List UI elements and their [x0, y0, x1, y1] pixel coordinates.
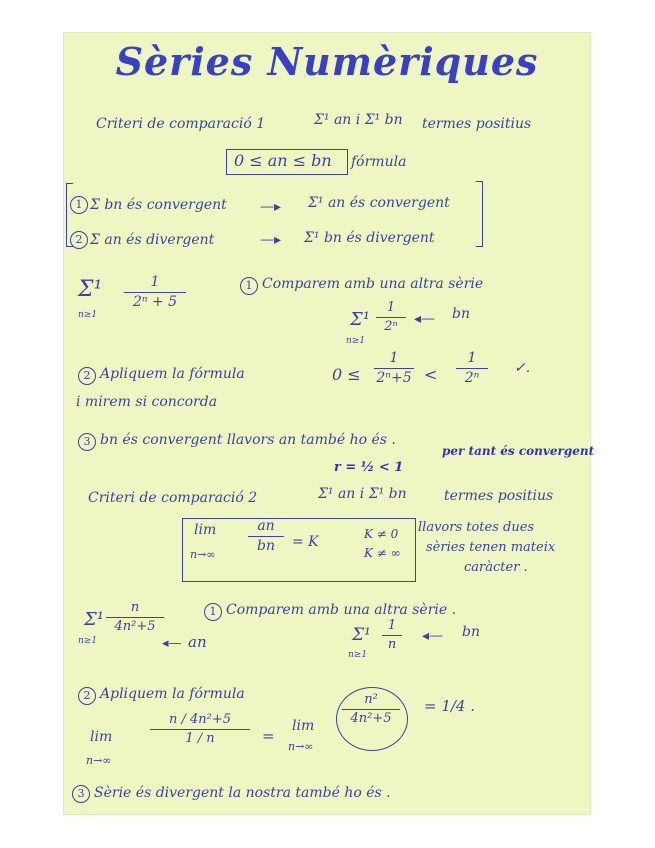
- arrow-icon: —▸: [260, 232, 282, 248]
- example-1-step-1-text: Comparem amb una altra sèrie: [262, 276, 484, 292]
- note-line-1: llavors totes dues: [418, 520, 535, 535]
- condition-k-not-infinity: K ≠ ∞: [364, 546, 401, 560]
- inequality-denominator-2: 2ⁿ: [464, 370, 480, 387]
- arrow-left-icon: ◂—: [162, 636, 182, 651]
- fraction-bar: [342, 709, 400, 710]
- example-1-fraction: [124, 275, 186, 311]
- formula-text: 0 ≤ an ≤ bn: [234, 151, 332, 170]
- ratio-line: r = ½ < 1: [334, 460, 404, 475]
- arrow-left-icon: ◂—: [422, 628, 444, 644]
- example-2-lim-subscript: n→∞: [86, 754, 112, 767]
- inequality-numerator-2: 1: [467, 350, 477, 366]
- example-2-step-3-number: 3: [72, 785, 90, 803]
- criterion-1-sums: Σ¹ an i Σ¹ bn: [314, 112, 403, 128]
- example-1-numerator: 1: [150, 274, 160, 290]
- example-2-fraction: [106, 601, 164, 635]
- limit-numerator: an: [257, 518, 275, 534]
- criterion-2-heading: Criteri de comparació 2: [88, 490, 258, 506]
- example-1-step-2-text-b: i mirem si concorda: [76, 394, 218, 410]
- example-2-compare-subscript: n≥1: [348, 650, 368, 660]
- inequality-numerator-1: 1: [389, 350, 399, 366]
- simplified-numerator: n²: [364, 692, 378, 707]
- example-2-sum-subscript: n≥1: [78, 636, 98, 646]
- ratio-note: per tant és convergent: [442, 444, 595, 458]
- inequality-less-than: <: [424, 365, 438, 384]
- compare-numerator: 1: [387, 618, 397, 633]
- check-mark: ✓.: [514, 360, 531, 376]
- example-1-denominator: 2ⁿ + 5: [132, 294, 178, 311]
- big-numerator: n / 4n²+5: [168, 712, 232, 727]
- example-1-step-3-text: bn és convergent llavors an també ho és .: [100, 432, 396, 448]
- inequality-denominator-1: 2ⁿ+5: [376, 370, 412, 387]
- limit-subscript: n→∞: [190, 548, 216, 561]
- example-1-sum-symbol: Σ¹: [78, 277, 103, 302]
- fraction-bar: [124, 292, 186, 293]
- big-denominator: 1 / n: [185, 731, 215, 747]
- example-2-simplified-fraction: [342, 693, 400, 727]
- rule-1-condition: Σ bn és convergent: [90, 197, 227, 213]
- inequality-left: 0 ≤: [332, 365, 361, 384]
- limit-equals-k: = K: [292, 534, 319, 550]
- example-1-compare-sum: Σ¹: [350, 309, 370, 330]
- example-2-step-1-number: 1: [204, 603, 222, 621]
- example-1-compare-fraction: [376, 301, 406, 335]
- arrow-icon: —▸: [260, 199, 282, 215]
- formula-label: fórmula: [351, 154, 407, 170]
- example-2-an-label: an: [188, 633, 207, 651]
- rule-2-condition: Σ an és divergent: [90, 232, 215, 248]
- rules-right-bracket: [476, 181, 483, 247]
- limit-fraction: [248, 519, 284, 555]
- rule-2-result: Σ¹ bn és divergent: [304, 230, 435, 246]
- example-1-compare-label: bn: [452, 306, 470, 322]
- example-2-lim-2-subscript: n→∞: [288, 740, 314, 753]
- example-1-compare-subscript: n≥1: [346, 336, 366, 346]
- example-1-step-2-number: 2: [78, 367, 96, 385]
- rule-1-result: Σ¹ an és convergent: [308, 195, 450, 211]
- criterion-1-positive-terms: termes positius: [422, 116, 532, 132]
- notebook-page: [64, 33, 595, 814]
- fraction-bar: [382, 635, 402, 636]
- simplified-denominator: 4n²+5: [350, 711, 392, 727]
- fraction-bar: [456, 368, 488, 369]
- criterion-1-heading: Criteri de comparació 1: [96, 116, 266, 132]
- example-2-sum-symbol: Σ¹: [84, 609, 104, 630]
- example-2-lim: lim: [90, 729, 113, 745]
- inequality-fraction-2: [456, 351, 488, 387]
- fraction-bar: [374, 368, 414, 369]
- inequality-fraction-1: [374, 351, 414, 387]
- example-1-step-3-number: 3: [78, 433, 96, 451]
- example-1-step-2-text: Apliquem la fórmula: [100, 366, 245, 382]
- example-2-step-2-text: Apliquem la fórmula: [100, 686, 245, 702]
- example-2-step-2-number: 2: [78, 687, 96, 705]
- example-1-step-1-number: 1: [240, 277, 258, 295]
- compare-numerator: 1: [386, 300, 396, 315]
- criterion-2-sums: Σ¹ an i Σ¹ bn: [318, 486, 407, 502]
- note-line-2: sèries tenen mateix: [426, 540, 556, 555]
- example-2-big-fraction: [150, 713, 250, 747]
- example-2-numerator: n: [130, 600, 140, 615]
- rule-2-number: 2: [70, 231, 88, 249]
- example-2-result: = 1/4 .: [424, 697, 476, 715]
- arrow-left-icon: ◂—: [414, 311, 436, 327]
- example-1-sum-subscript: n≥1: [78, 310, 98, 320]
- page-title: Sèries Numèriques: [115, 39, 539, 84]
- criterion-2-positive-terms: termes positius: [444, 488, 554, 504]
- limit-denominator: bn: [257, 538, 275, 555]
- rule-1-number: 1: [70, 196, 88, 214]
- example-2-step-3-text: Sèrie és divergent la nostra també ho és .: [94, 785, 391, 801]
- example-2-denominator: 4n²+5: [114, 619, 156, 635]
- limit-lim: lim: [194, 522, 217, 538]
- example-2-compare-sum: Σ¹: [352, 625, 371, 645]
- note-line-3: caràcter .: [464, 560, 528, 575]
- example-2-lim-2: lim: [292, 718, 315, 734]
- condition-k-not-zero: K ≠ 0: [364, 527, 399, 541]
- compare-denominator: 2ⁿ: [384, 319, 398, 335]
- example-2-compare-fraction: [382, 619, 402, 653]
- fraction-bar: [376, 317, 406, 318]
- compare-denominator: n: [387, 637, 397, 653]
- example-2-equals: =: [262, 727, 275, 745]
- example-2-step-1-text: Comparem amb una altra sèrie .: [226, 602, 457, 618]
- fraction-bar: [150, 729, 250, 730]
- fraction-bar: [248, 536, 284, 537]
- fraction-bar: [106, 617, 164, 618]
- example-2-compare-label: bn: [462, 624, 480, 640]
